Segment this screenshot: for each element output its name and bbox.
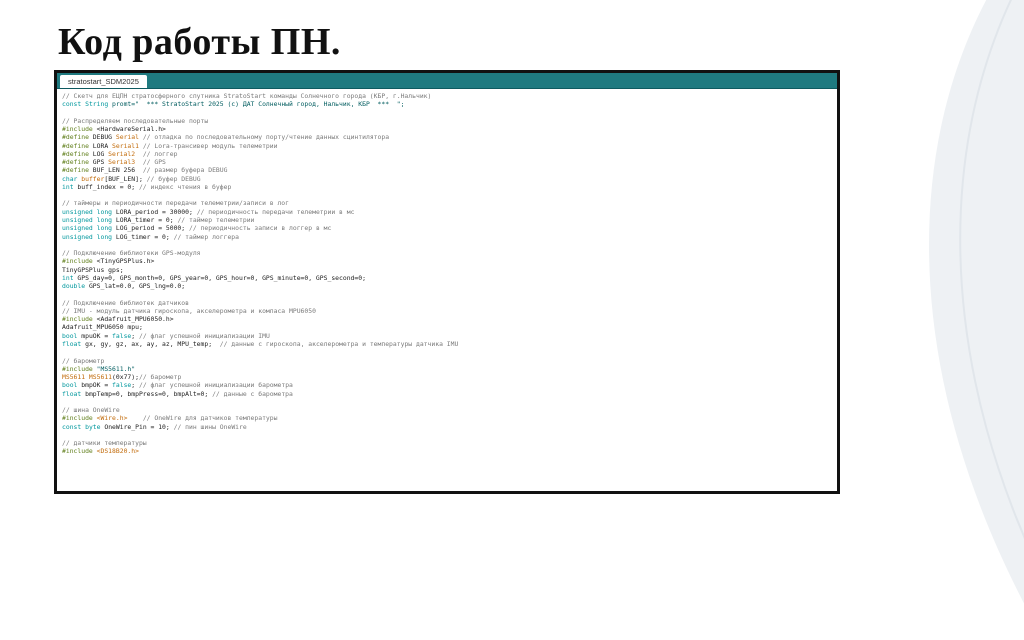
code-token: buffer — [81, 174, 105, 183]
code-line — [62, 109, 837, 117]
code-token: #define — [62, 158, 93, 167]
code-token: // Lora-трансивер модуль телеметрии — [142, 141, 278, 150]
editor-tab[interactable]: stratostart_SDM2025 — [60, 75, 147, 88]
code-token: Adafruit_MPU6050 mpu; — [62, 323, 143, 332]
code-line — [62, 381, 837, 389]
code-line — [62, 125, 837, 133]
code-token: unsigned long — [62, 224, 116, 233]
code-token: unsigned long — [62, 215, 116, 224]
code-token: <Adafruit_MPU6050.h> — [96, 315, 174, 324]
code-line — [62, 191, 837, 199]
code-token: int — [62, 273, 78, 282]
code-token: LORA — [92, 141, 113, 150]
code-line — [62, 299, 837, 307]
code-token: ; — [131, 331, 139, 340]
code-token: Serial3 — [108, 158, 143, 167]
code-line — [62, 133, 837, 141]
code-token: BUF_LEN 256 — [92, 166, 143, 175]
code-token: // буфер DEBUG — [146, 174, 201, 183]
code-token: unsigned long — [62, 207, 116, 216]
code-line — [62, 315, 837, 323]
code-token: // барометр — [138, 373, 182, 382]
code-line — [62, 274, 837, 282]
slide-title: Код работы ПН. — [58, 21, 341, 63]
code-line — [62, 249, 837, 257]
code-line — [62, 414, 837, 422]
code-token: #include — [62, 447, 97, 456]
code-token: const — [62, 422, 86, 431]
code-token: GPS_day=0, GPS_month=0, GPS_year=0, GPS_hour=0, GPS_minute=0, GPS_second=0; — [77, 273, 366, 282]
code-token: Serial1 — [112, 141, 143, 150]
code-token: // данные с барометра — [212, 389, 293, 398]
code-token: float — [62, 339, 86, 348]
code-line — [62, 142, 837, 150]
code-line — [62, 373, 837, 381]
code-line — [62, 266, 837, 274]
code-token: (0x77); — [112, 373, 139, 382]
code-token: TinyGPSPlus gps; — [62, 265, 124, 274]
code-token: gx, gy, gz, ax, ay, az, MPU_temp; — [85, 339, 220, 348]
code-token: // OneWire для датчиков температуры — [142, 414, 278, 423]
code-token: #define — [62, 166, 93, 175]
code-token: // таймеры и периодичности передачи телеметрии/записи в лог — [62, 199, 290, 208]
code-token: DEBUG — [92, 133, 116, 142]
code-token: // IMU - модуль датчика гироскопа, акселерометра и компаса MPU6050 — [62, 306, 316, 315]
code-token: // таймер телеметрии — [177, 215, 255, 224]
code-token: bool — [62, 331, 82, 340]
code-token: <DS18B20.h> — [96, 447, 139, 456]
code-line — [62, 100, 837, 108]
code-token: <HardwareSerial.h> — [96, 125, 166, 134]
code-token: LORA_timer = 0; — [115, 215, 178, 224]
code-token: Serial — [115, 133, 143, 142]
code-token: bmpTemp=0, bmpPress=0, bmpAlt=0; — [85, 389, 213, 398]
code-token: false — [112, 331, 132, 340]
code-token: // барометр — [62, 356, 105, 365]
code-token: // флаг успешной инициализации IMU — [138, 331, 270, 340]
code-token: <Wire.h> — [96, 414, 128, 423]
code-token: // индекс чтения в буфер — [138, 182, 232, 191]
code-token: false — [112, 381, 132, 390]
code-line — [62, 208, 837, 216]
code-token: // данные с гироскопа, акселерометра и температуры датчика IMU — [219, 339, 459, 348]
code-line — [62, 340, 837, 348]
code-token: mpuOK = — [81, 331, 113, 340]
code-token: byte — [85, 422, 105, 431]
code-line — [62, 439, 837, 447]
code-line — [62, 290, 837, 298]
code-line — [62, 323, 837, 331]
code-line — [62, 257, 837, 265]
code-line — [62, 92, 837, 100]
code-token: GPS — [92, 158, 109, 167]
code-token: // периодичность записи в логгер в мс — [188, 224, 332, 233]
code-token: LOG — [92, 149, 109, 158]
code-line — [62, 199, 837, 207]
code-token: [BUF_LEN]; — [104, 174, 147, 183]
code-line — [62, 282, 837, 290]
code-line — [62, 175, 837, 183]
code-editor-screenshot — [54, 70, 840, 494]
decorative-curve — [844, 0, 1024, 640]
code-token: LOG_timer = 0; — [115, 232, 174, 241]
code-line — [62, 216, 837, 224]
code-token: promt=" *** StratoStart 2025 (c) ДАТ Солнечный город, Нальчик, КБР *** "; — [112, 100, 405, 109]
code-line — [62, 183, 837, 191]
code-token: #include — [62, 257, 97, 266]
code-line — [62, 241, 837, 249]
code-line — [62, 224, 837, 232]
code-token: // Распределяем последовательные порты — [62, 116, 209, 125]
code-token: // Подключение библиотеки GPS-модуля — [62, 249, 201, 258]
code-token: bmpOK = — [81, 381, 113, 390]
code-token: // периодичность передачи телеметрии в мс — [196, 207, 355, 216]
code-token: OneWire_Pin = 10; — [104, 422, 174, 431]
code-line — [62, 423, 837, 431]
code-token: LOG_period = 5000; — [115, 224, 189, 233]
code-line — [62, 166, 837, 174]
code-line — [62, 307, 837, 315]
code-area — [57, 89, 837, 456]
code-token: // шина OneWire — [62, 406, 120, 415]
code-token: // отладка по последовательному порту/чтение данных сцинтилятора — [142, 133, 390, 142]
code-line — [62, 332, 837, 340]
code-token: #include — [62, 315, 97, 324]
code-token: buff_index = 0; — [77, 182, 139, 191]
code-token: #include — [62, 414, 97, 423]
code-token: // Подключение библиотек датчиков — [62, 298, 189, 307]
code-token: bool — [62, 381, 82, 390]
code-token: GPS_lat=0.0, GPS_lng=0.0; — [88, 282, 186, 291]
code-token: #define — [62, 133, 93, 142]
code-token: float — [62, 389, 86, 398]
editor-tab-bar — [57, 73, 837, 89]
code-line — [62, 357, 837, 365]
code-token: MS5611 MS5611 — [62, 373, 113, 382]
code-token: #include — [62, 364, 97, 373]
code-token: String — [85, 100, 113, 109]
code-token: // GPS — [142, 158, 166, 167]
code-line — [62, 390, 837, 398]
code-token: // размер буфера DEBUG — [142, 166, 228, 175]
code-line — [62, 431, 837, 439]
code-line — [62, 406, 837, 414]
code-line — [62, 233, 837, 241]
code-token: int — [62, 182, 78, 191]
code-token: const — [62, 100, 86, 109]
code-line — [62, 348, 837, 356]
code-line — [62, 150, 837, 158]
code-token: // Скетч для ЕЦПН стратосферного спутника StratoStart команды Солнечного города (КБР, г.Нальчик) — [62, 92, 432, 100]
code-token: // таймер логгера — [173, 232, 240, 241]
code-line — [62, 447, 837, 455]
code-token: double — [62, 282, 89, 291]
code-token: // флаг успешной инициализации барометра — [138, 381, 293, 390]
code-token: #define — [62, 149, 93, 158]
code-token: // логгер — [142, 149, 178, 158]
code-line — [62, 365, 837, 373]
code-token: unsigned long — [62, 232, 116, 241]
code-token: #include — [62, 125, 97, 134]
code-token — [127, 414, 142, 422]
code-token: LORA_period = 30000; — [115, 207, 197, 216]
code-token: ; — [131, 381, 139, 390]
code-token: Serial2 — [108, 149, 143, 158]
code-token: // пин шины OneWire — [173, 422, 247, 431]
code-token: <TinyGPSPlus.h> — [96, 257, 155, 266]
code-line — [62, 398, 837, 406]
code-line — [62, 117, 837, 125]
code-line — [62, 158, 837, 166]
code-token: #define — [62, 141, 93, 150]
code-token: char — [62, 174, 82, 183]
code-token: "MS5611.h" — [96, 364, 136, 373]
code-token: // датчики температуры — [62, 439, 147, 448]
